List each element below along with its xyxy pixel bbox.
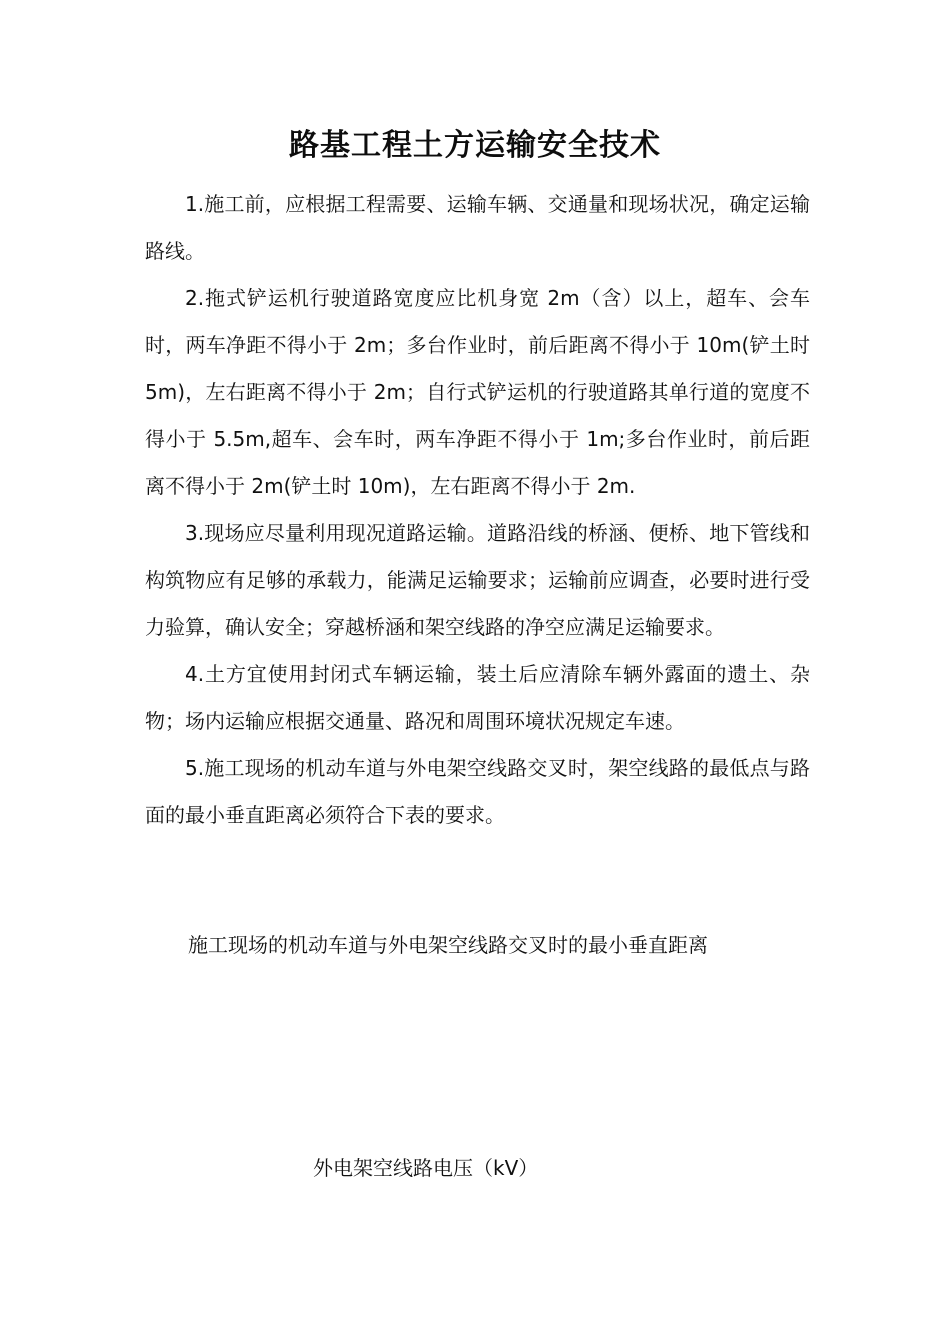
- table-header-voltage: 外电架空线路电压（kV）: [313, 1156, 539, 1180]
- table-caption: 施工现场的机动车道与外电架空线路交叉时的最小垂直距离: [188, 933, 708, 957]
- paragraph-2: 2.拖式铲运机行驶道路宽度应比机身宽 2m（含）以上，超车、会车时，两车净距不得小于 2m；多台作业时，前后距离不得小于 10m(铲土时 5m)，左右距离不得小于 2m；自行式铲运机的行驶道路其单行道的宽度不得小于 5.5m,超车、会车时，两车净距不得小于 1m;多台作业时，前后距离不得小于 2m(铲土时 10m)，左右距离不得小于 2m.: [145, 286, 810, 498]
- document-body: [145, 181, 810, 839]
- paragraph-3: 3.现场应尽量利用现况道路运输。道路沿线的桥涵、便桥、地下管线和构筑物应有足够的承载力，能满足运输要求；运输前应调查，必要时进行受力验算，确认安全；穿越桥涵和架空线路的净空应满足运输要求。: [145, 521, 810, 639]
- paragraph-4: 4.土方宜使用封闭式车辆运输，装土后应清除车辆外露面的遗土、杂物；场内运输应根据交通量、路况和周围环境状况规定车速。: [145, 662, 810, 733]
- paragraph-5: 5.施工现场的机动车道与外电架空线路交叉时，架空线路的最低点与路面的最小垂直距离必须符合下表的要求。: [145, 756, 810, 827]
- paragraph-1: 1.施工前，应根据工程需要、运输车辆、交通量和现场状况，确定运输路线。: [145, 192, 810, 263]
- document-title: 路基工程土方运输安全技术: [289, 128, 661, 163]
